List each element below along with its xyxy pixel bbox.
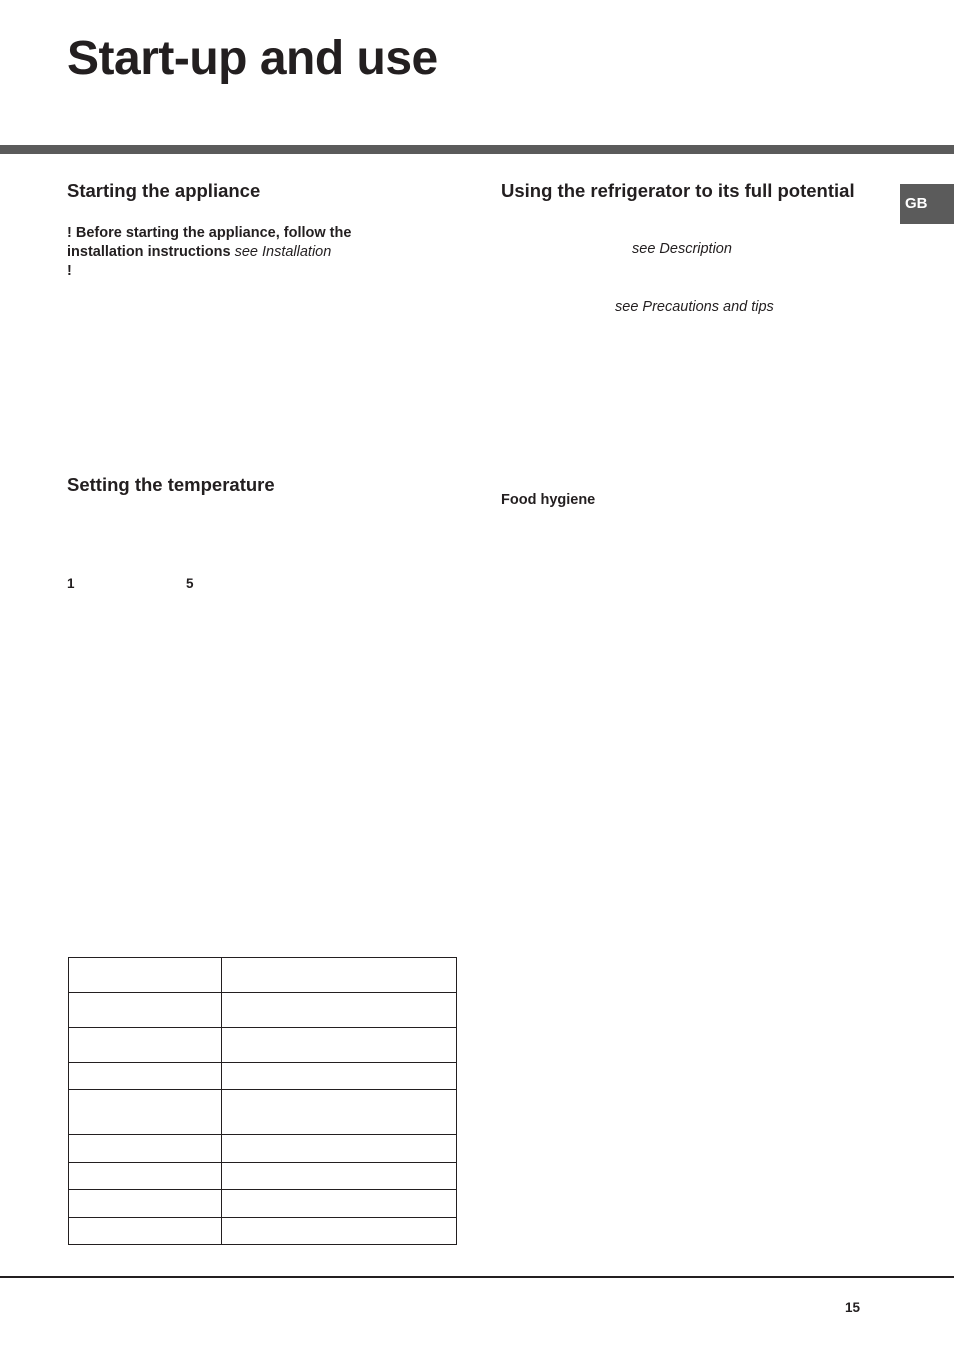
scale-max-value: 5 bbox=[186, 576, 194, 591]
see-description-ref: see Description bbox=[632, 241, 732, 257]
warning-line-2 bbox=[67, 243, 467, 262]
food-hygiene-heading: Food hygiene bbox=[501, 492, 596, 508]
warning-mark-2: ! bbox=[67, 263, 72, 279]
table-cell bbox=[222, 1135, 457, 1163]
table-cell bbox=[222, 958, 457, 993]
table-row bbox=[69, 1090, 457, 1135]
setting-temperature-heading: Setting the temperature bbox=[67, 474, 275, 495]
storage-table bbox=[68, 957, 457, 1245]
warning-text-2: installation instructions bbox=[67, 244, 231, 260]
warning-text-1: Before starting the appliance, follow the bbox=[75, 225, 352, 241]
table-row bbox=[69, 958, 457, 993]
page-number: 15 bbox=[845, 1300, 861, 1315]
scale-min-value: 1 bbox=[67, 576, 75, 591]
table-row bbox=[69, 1028, 457, 1063]
footer-rule bbox=[0, 1276, 954, 1278]
warning-line-3 bbox=[67, 262, 467, 281]
table-row bbox=[69, 1218, 457, 1245]
table-cell bbox=[222, 1163, 457, 1190]
table-cell bbox=[222, 1063, 457, 1090]
fridge-full-potential-heading: Using the refrigerator to its full potential bbox=[501, 180, 855, 201]
warning-mark: ! bbox=[67, 225, 72, 241]
table-cell bbox=[69, 1028, 222, 1063]
table-cell bbox=[69, 1090, 222, 1135]
table-row bbox=[69, 1135, 457, 1163]
table-row bbox=[69, 1163, 457, 1190]
warning-line-1 bbox=[67, 224, 467, 243]
table-cell bbox=[69, 958, 222, 993]
header-rule bbox=[0, 145, 954, 154]
installation-warning bbox=[67, 224, 467, 281]
table-row bbox=[69, 993, 457, 1028]
table-cell bbox=[222, 1090, 457, 1135]
table-cell bbox=[222, 1218, 457, 1245]
see-precautions-ref: see Precautions and tips bbox=[615, 299, 774, 315]
table-row bbox=[69, 1063, 457, 1090]
table-cell bbox=[69, 1190, 222, 1218]
table-row bbox=[69, 1190, 457, 1218]
see-installation-ref: see Installation bbox=[234, 244, 332, 260]
language-tab: GB bbox=[900, 184, 954, 224]
table-cell bbox=[69, 1135, 222, 1163]
table-cell bbox=[69, 1163, 222, 1190]
table-cell bbox=[69, 1218, 222, 1245]
starting-appliance-heading: Starting the appliance bbox=[67, 180, 261, 201]
table-cell bbox=[222, 1190, 457, 1218]
table-cell bbox=[222, 1028, 457, 1063]
table-cell bbox=[69, 993, 222, 1028]
table-cell bbox=[69, 1063, 222, 1090]
page-title: Start-up and use bbox=[67, 32, 438, 85]
table-cell bbox=[222, 993, 457, 1028]
